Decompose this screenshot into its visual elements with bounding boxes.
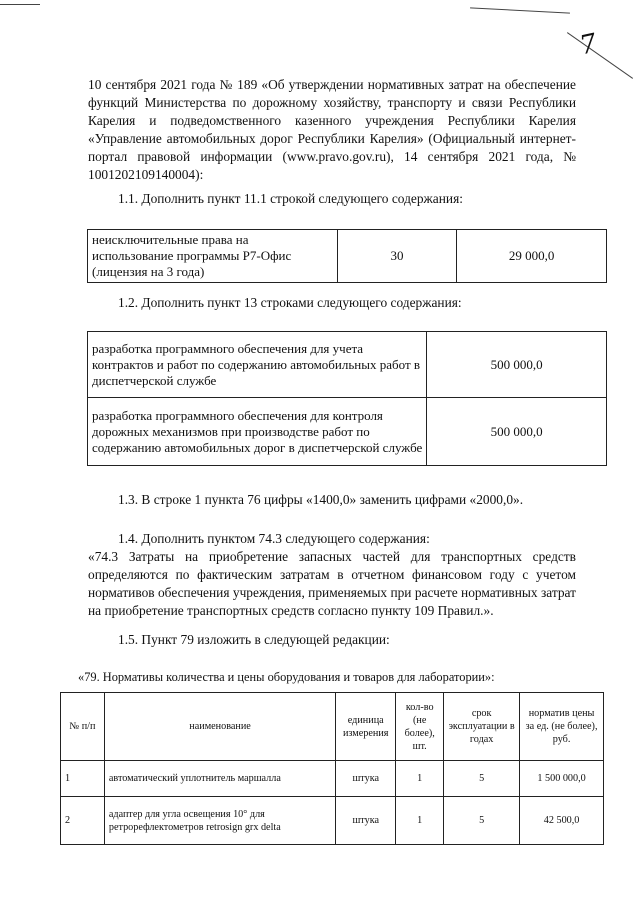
row-term: 5 [444,797,520,845]
header-name: наименование [104,693,335,761]
row-qty: 1 [396,797,444,845]
table-row [61,797,604,845]
table-1 [87,229,607,283]
row-term: 5 [444,761,520,797]
header-unit: единица измерения [336,693,396,761]
intro-paragraph: 10 сентября 2021 года № 189 «Об утверждении нормативных затрат на обеспечение функций Министерства по дорожному хозяйству, транспорту и связи Республики Карелия и подведомственного казенного учреждения Республики Карелия «Управление автомобильных дорог Республики Карелия» (Официальный интернет-портал правовой информации (www.pravo.gov.ru), 14 сентября 2021 года, № 1001202109140004): [88,77,576,182]
header-qty: кол-во (не более), шт. [396,693,444,761]
row-num: 1 [61,761,105,797]
table-1-price-cell: 29 000,0 [457,230,607,283]
row-unit: штука [336,761,396,797]
table-1-name-cell: неисключительные права на использование программы Р7-Офис (лицензия на 3 года) [88,230,338,283]
row-price: 42 500,0 [520,797,604,845]
item-1-3: 1.3. В строке 1 пункта 76 цифры «1400,0» заменить цифрами «2000,0». [118,492,524,507]
table-2-name-cell: разработка программного обеспечения для учета контрактов и работ по содержанию автомобильных работ в диспетчерской службе [88,332,427,398]
header-term: срок эксплуатации в годах [444,693,520,761]
table-2-name-cell: разработка программного обеспечения для контроля дорожных механизмов при производстве работ по содержанию автомобильных дорог в диспетчерской службе [88,398,427,466]
scan-artifact-line [0,4,40,5]
row-name: адаптер для угла освещения 10° для ретрорефлектометров retrosign grx delta [104,797,335,845]
table-row [61,761,604,797]
table-3-caption: «79. Нормативы количества и цены оборудования и товаров для лаборатории»: [78,670,495,684]
table-header-row [61,693,604,761]
row-price: 1 500 000,0 [520,761,604,797]
row-unit: штука [336,797,396,845]
scan-artifact-line [470,7,570,13]
header-price: норматив цены за ед. (не более), руб. [520,693,604,761]
table-2-price-cell: 500 000,0 [427,332,607,398]
row-num: 2 [61,797,105,845]
table-row [88,332,607,398]
page-number-mark: 7 [577,28,600,62]
row-name: автоматический уплотнитель маршалла [104,761,335,797]
quote-74-3: «74.3 Затраты на приобретение запасных частей для транспортных средств определяются по фактическим затратам в отчетном финансовом году с учетом нормативов обеспечения учреждения, применяемых при расчете нормативных затрат на приобретение транспортных средств согласно пункту 109 Правил.». [88,549,576,618]
item-1-5: 1.5. Пункт 79 изложить в следующей редакции: [118,632,390,647]
table-2 [87,331,607,466]
table-1-qty-cell: 30 [337,230,457,283]
item-1-2: 1.2. Дополнить пункт 13 строками следующего содержания: [118,295,462,310]
item-1-1: 1.1. Дополнить пункт 11.1 строкой следующего содержания: [118,191,463,206]
item-1-4: 1.4. Дополнить пунктом 74.3 следующего содержания: [118,531,430,546]
header-num: № п/п [61,693,105,761]
row-qty: 1 [396,761,444,797]
table-row [88,398,607,466]
table-row [88,230,607,283]
table-3 [60,692,604,845]
scan-artifact-line [567,32,633,79]
table-2-price-cell: 500 000,0 [427,398,607,466]
